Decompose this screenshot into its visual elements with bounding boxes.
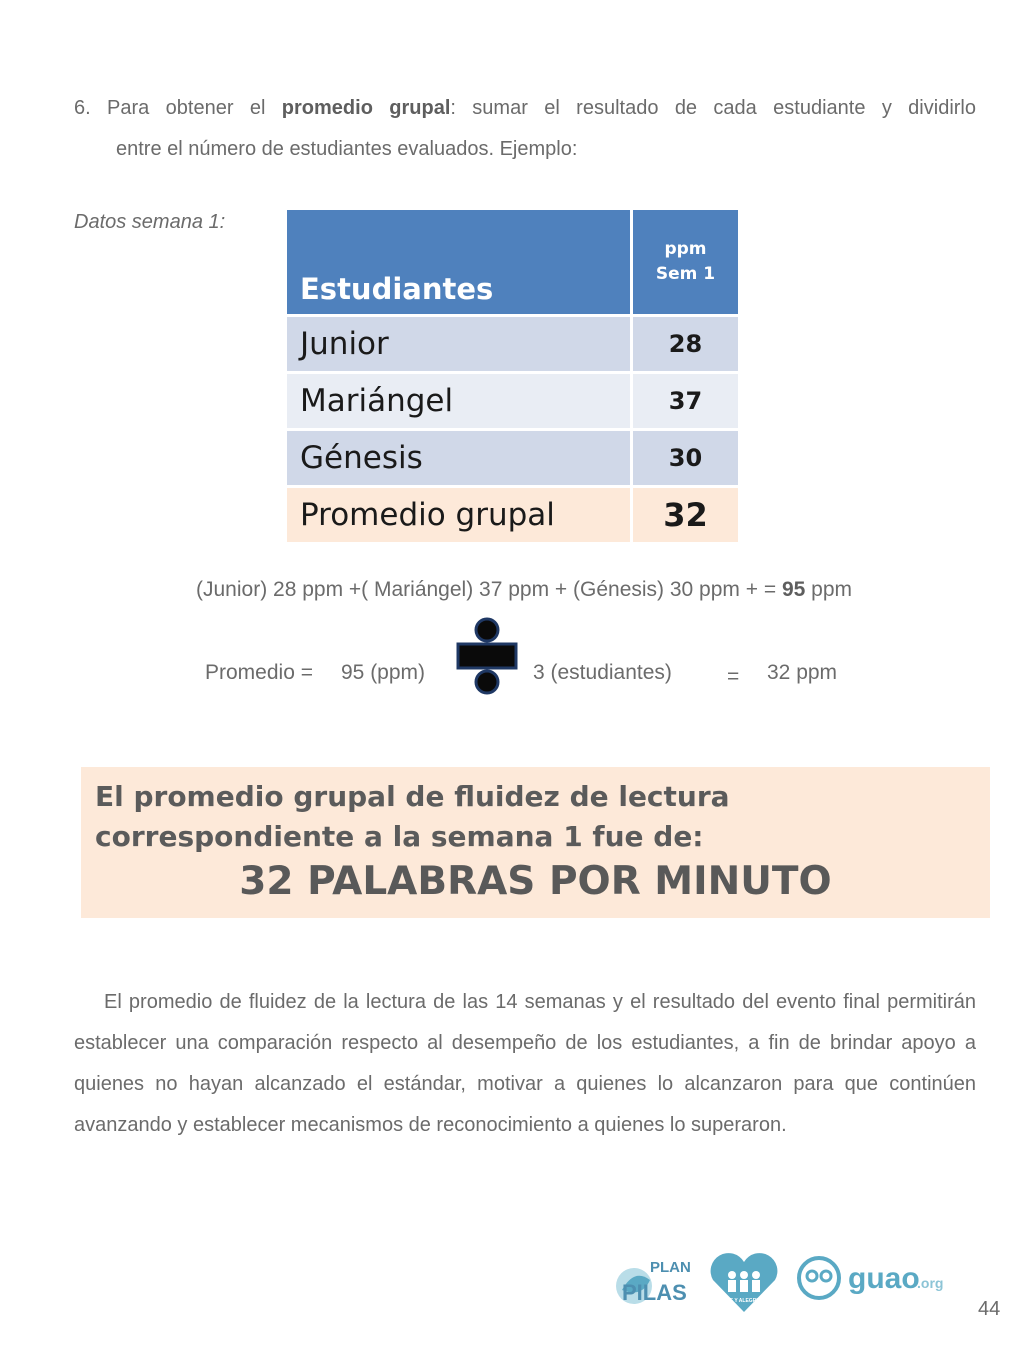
average-label: Promedio grupal bbox=[287, 485, 633, 542]
table-row bbox=[287, 371, 738, 428]
divisor: 3 (estudiantes) bbox=[533, 661, 672, 684]
page-number: 44 bbox=[978, 1298, 1001, 1320]
callout-text: El promedio grupal de fluidez de lectura correspondiente a la semana 1 fue de: bbox=[95, 780, 730, 853]
student-name: Génesis bbox=[287, 428, 633, 485]
svg-text:PILAS: PILAS bbox=[622, 1280, 687, 1305]
table-row bbox=[287, 314, 738, 371]
plan-pilas-logo bbox=[616, 1259, 691, 1305]
step-6-line-2: entre el número de estudiantes evaluados. Ejemplo: bbox=[116, 138, 578, 160]
student-name: Junior bbox=[287, 314, 633, 371]
header-students: Estudiantes bbox=[287, 210, 633, 314]
header-ppm: ppm Sem 1 bbox=[633, 210, 738, 314]
datos-label: Datos semana 1: bbox=[74, 211, 226, 233]
dividend: 95 (ppm) bbox=[341, 661, 426, 684]
table-header-row bbox=[287, 210, 738, 314]
result-callout bbox=[81, 767, 990, 918]
division-icon bbox=[456, 617, 518, 697]
average-result: 32 ppm bbox=[767, 661, 838, 684]
svg-text:FE Y ALEGRIA: FE Y ALEGRIA bbox=[726, 1298, 762, 1304]
guao-logo bbox=[799, 1258, 943, 1298]
table-average-row bbox=[287, 485, 738, 542]
student-ppm: 28 bbox=[633, 314, 738, 371]
average-label-eq: Promedio = bbox=[205, 661, 313, 684]
students-table bbox=[287, 210, 738, 542]
svg-text:guao: guao bbox=[848, 1262, 920, 1295]
fe-y-alegria-logo bbox=[711, 1253, 778, 1312]
sum-total: 95 bbox=[781, 578, 806, 601]
table-row bbox=[287, 428, 738, 485]
svg-text:PLAN: PLAN bbox=[650, 1259, 691, 1276]
sum-equation: (Junior) 28 ppm +( Mariángel) 37 ppm + (Génesis) 30 ppm + = 95 ppm bbox=[196, 578, 852, 601]
callout-big-result: 32 PALABRAS POR MINUTO bbox=[239, 859, 832, 904]
step-6-line-1: 6. Para obtener el promedio grupal: sumar el resultado de cada estudiante y dividirlo bbox=[74, 97, 976, 119]
average-value: 32 bbox=[633, 485, 738, 542]
bold-term: promedio grupal bbox=[281, 97, 451, 119]
student-name: Mariángel bbox=[287, 371, 633, 428]
partner-logos bbox=[612, 1250, 962, 1320]
step-6-paragraph bbox=[74, 88, 976, 170]
closing-paragraph: El promedio de fluidez de la lectura de las 14 semanas y el resultado del evento final permitirán establecer una comparación respecto al desempeño de los estudiantes, a fin de brindar apoyo a quienes no hayan alcanzado el estándar, motivar a quienes lo alcanzaron para que continúen avanzando y establecer mecanismos de reconocimiento a quienes lo superaron. bbox=[74, 991, 976, 1136]
student-ppm: 37 bbox=[633, 371, 738, 428]
student-ppm: 30 bbox=[633, 428, 738, 485]
equals-sign: = bbox=[727, 665, 740, 688]
svg-text:.org: .org bbox=[917, 1275, 944, 1291]
